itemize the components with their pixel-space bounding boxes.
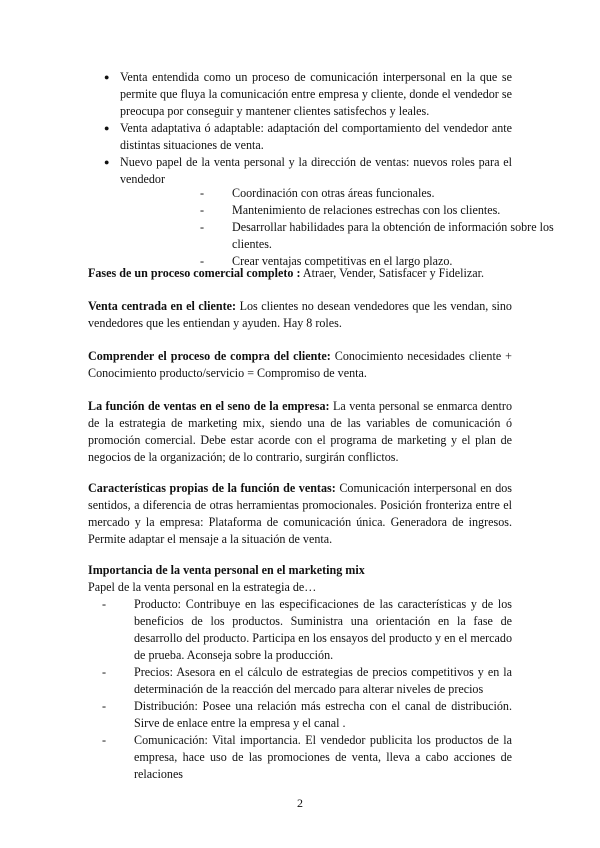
bullet-item: ● Venta entendida como un proceso de comunicación interpersonal en la que se permite que fluya la comunicación entre empresa y cliente, donde el vendedor se preocupa por conseguir y mantener clientes satisfechos y leales. xyxy=(88,69,512,120)
new-roles-list xyxy=(200,185,568,270)
caracteristicas-heading: Características propias de la función de ventas: xyxy=(88,481,336,495)
caracteristicas-paragraph xyxy=(88,480,512,548)
dash-item: - Crear ventajas competitivas en el largo plazo. xyxy=(200,253,568,270)
comprender-paragraph xyxy=(88,348,512,382)
fases-text: Atraer, Vender, Satisfacer y Fidelizar. xyxy=(300,266,485,280)
funcion-ventas-heading: La función de ventas en el seno de la empresa: xyxy=(88,399,330,413)
dash-item: - Producto: Contribuye en las especificaciones de las características y de los beneficios de los productos. Suministra una orientación en la fase de desarrollo del producto. Participa en los ensayos del producto y en el mercado de prueba. Aconseja sobre la producción. xyxy=(102,596,512,664)
dash-item: - Precios: Asesora en el cálculo de estrategias de precios competitivos y en la determinación de la reacción del mercado para alterar niveles de precios xyxy=(102,664,512,698)
importancia-section xyxy=(88,562,512,783)
fases-heading: Fases de un proceso comercial completo : xyxy=(88,266,301,280)
dash-item: - Comunicación: Vital importancia. El vendedor publicita los productos de la empresa, hace uso de las promociones de venta, lleva a cabo acciones de relaciones xyxy=(102,732,512,783)
importancia-heading-text: Importancia de la venta personal en el marketing mix xyxy=(88,563,365,577)
importancia-subtitle: Papel de la venta personal en la estrategia de… xyxy=(88,580,317,594)
intro-bullet-list xyxy=(88,69,512,188)
venta-centrada-text: Los clientes no desean vendedores que les vendan, sino vendedores que les entiendan y ayuden. Hay 8 roles. xyxy=(88,299,512,330)
venta-centrada-paragraph xyxy=(88,298,512,332)
funcion-ventas-text: La venta personal se enmarca dentro de la estrategia de marketing mix, siendo una de las variables de comunicación ó promoción comercial. Debe estar acorde con el programa de marketing y el plan de negocios de la organización; de lo contrario, surgirán conflictos. xyxy=(88,399,512,464)
venta-centrada-heading: Venta centrada en el cliente: xyxy=(88,299,237,313)
bullet-item: ● Nuevo papel de la venta personal y la dirección de ventas: nuevos roles para el vendedor xyxy=(88,154,512,188)
caracteristicas-text: Comunicación interpersonal en dos sentidos, a diferencia de otras herramientas promocionales. Posición fronteriza entre el mercado y la empresa: Plataforma de comunicación única. Generadora de ingresos. Permite adaptar el mensaje a la situación de venta. xyxy=(88,481,512,546)
funcion-ventas-paragraph xyxy=(88,398,512,466)
bullet-item: ● Venta adaptativa ó adaptable: adaptación del comportamiento del vendedor ante distintas situaciones de venta. xyxy=(88,120,512,154)
dash-item: - Desarrollar habilidades para la obtención de información sobre los clientes. xyxy=(200,219,568,253)
dash-item: - Mantenimiento de relaciones estrechas con los clientes. xyxy=(200,202,568,219)
importancia-heading xyxy=(88,562,512,579)
dash-item: - Distribución: Posee una relación más estrecha con el canal de distribución. Sirve de enlace entre la empresa y el canal . xyxy=(102,698,512,732)
comprender-heading: Comprender el proceso de compra del cliente: xyxy=(88,349,331,363)
fases-paragraph xyxy=(88,265,512,282)
page-number: 2 xyxy=(297,796,303,810)
dash-item: - Coordinación con otras áreas funcionales. xyxy=(200,185,568,202)
importancia-list xyxy=(102,596,512,783)
comprender-text: Conocimiento necesidades cliente + Conocimiento producto/servicio = Compromiso de venta. xyxy=(88,349,512,380)
